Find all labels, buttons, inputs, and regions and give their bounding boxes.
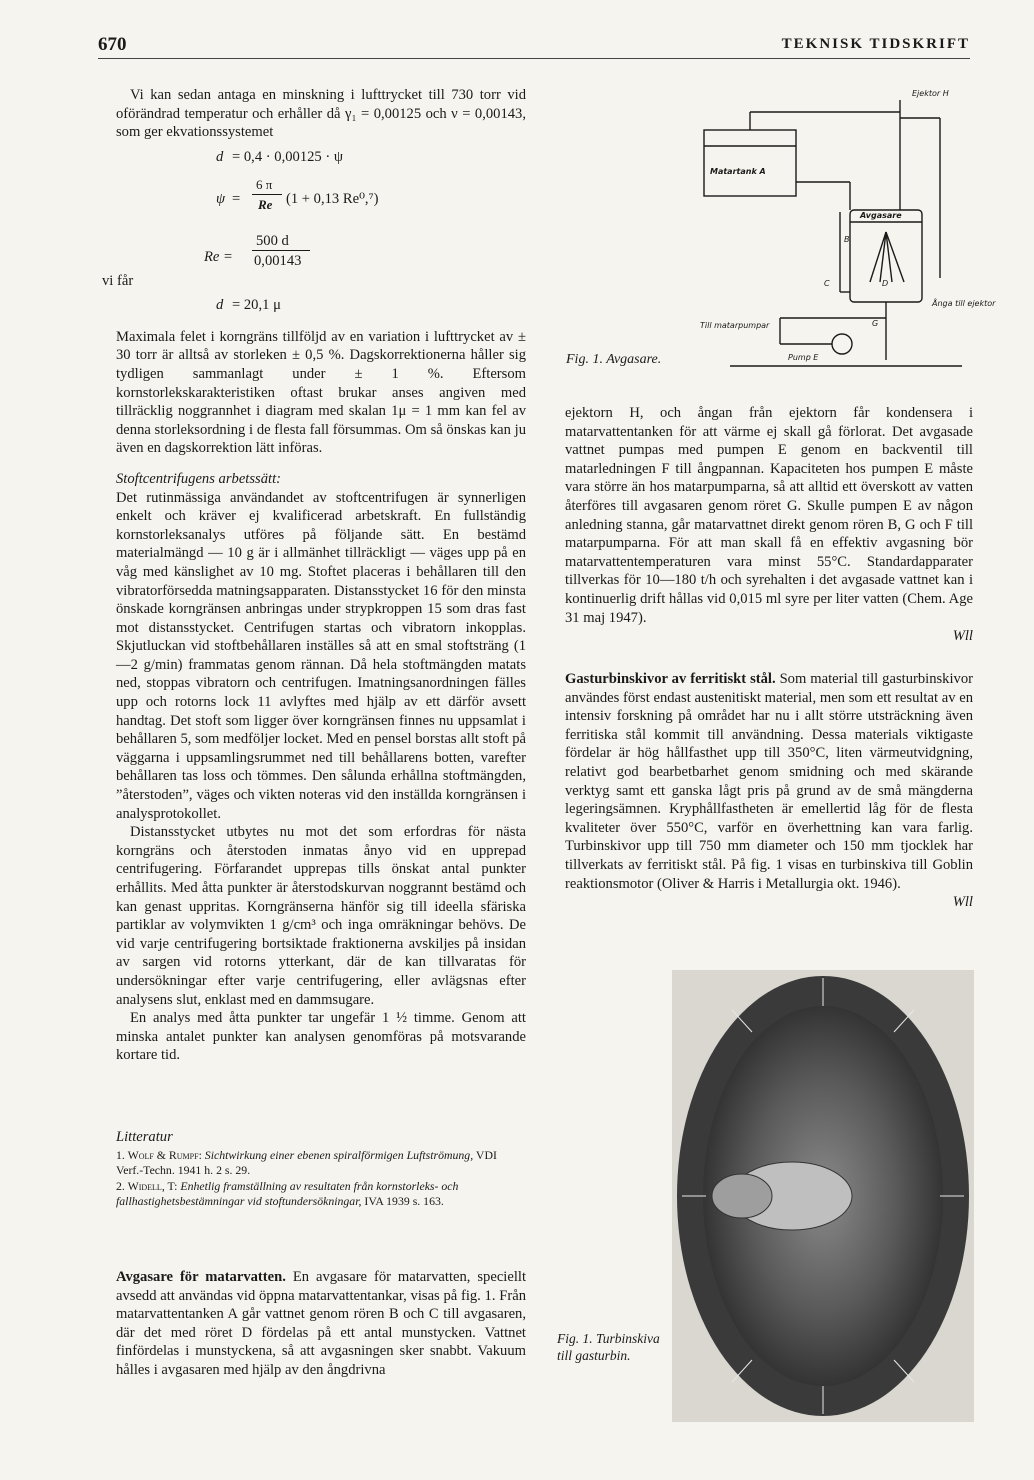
reference-1	[116, 1148, 526, 1179]
eq2-den: Re	[258, 196, 273, 212]
eq1-lhs: d	[216, 148, 224, 165]
label-avgasare: Avgasare	[860, 211, 902, 220]
eq3-den: 0,00143	[254, 252, 302, 269]
label-anga: Ånga till ejektor	[932, 299, 996, 308]
eq2-fraction-bar	[252, 194, 282, 195]
avgasare-vessel	[850, 210, 922, 302]
avgasare-text: En avgasare för matarvatten, speciellt avsedd att användas vid öppna matarvattentankar, visas på fig. 1. Från matarvattentanken A går vattnet genom rören B och C till avgasaren, där det med röret D fördelas på ett antal munstycken. Vattnet finfördelas i munstyckena, så att avgasningen sker snabbt. Vakuum hålles i avgasaren med hjälp av den ångdrivna	[116, 1269, 526, 1378]
ref1-source: VDI Verf.-Techn. 1941 h. 2 s. 29.	[116, 1147, 497, 1177]
signature-1: Wll	[952, 628, 973, 645]
intro-paragraph: Vi kan sedan antaga en minskning i lufttrycket till 730 torr vid oförändrad temperatur och erhåller då γ₁ = 0,00125 och ν = 0,00143, som ger ekvationssystemet	[116, 87, 526, 141]
page-number: 670	[98, 34, 127, 55]
eq4-rhs: = 20,1 μ	[232, 296, 281, 313]
ref1-authors: 1. Wolf & Rumpf:	[116, 1147, 202, 1162]
label-pump: Pump E	[788, 353, 819, 362]
label-b: B	[844, 235, 850, 244]
eq4-lhs: d	[216, 296, 224, 313]
right-column-mid	[565, 670, 973, 912]
paragraph-ejektor: ejektorn H, och ångan från ejektorn får kondensera i matarvattentanken för att värme ej skall gå förlorat. Det avgasade vattnet pumpas med pumpen E genom en backventil till matarledningen F till ångpannan. Kapaciteten hos pumpen E måste vara större än hos matarpumparna, så att alltid ett överskott av vatten återföres till avgasaren genom röret G. Skulle pumpen E av någon anledning stanna, går matarvattnet direkt genom rören B, G och F till matarpumparna. För att man skall få en effektiv avgasning bör matarvattentemperaturen vara minst 55°C. Standardapparater tillverkas för 10—180 t/h och syrehalten i det avgasade vattnet kan i kontinuerlig drift hållas vid 0,015 ml syre per liter vatten (Chem. Age 31 maj 1947).	[565, 405, 973, 626]
gas-text: Som material till gasturbinskivor användes först endast austenitiskt material, men som ett resultat av en intensiv forskning på området har nu i allt större utsträckning även ferritiska stål kommit till användning. Dessa materials viktigaste fördelar är hög hållfasthet upp till 350°C, liten värmeutvidgning, relativt god bearbetbarhet genom smidning och med skärande verktyg samt ett ganska lågt pris på grund av de små mängderna legeringsämnen. Kryphållfastheten är emellertid låg för de flesta kvaliteter över 550°C, varför en överhettning kan vara farlig. Turbinskivor upp till 750 mm diameter och 150 mm tjocklek har tillverkats av ferritiskt stål. På fig. 1 visas en turbinskiva till Goblin reaktionsmotor (Oliver & Harris i Metallurgia okt. 1946).	[565, 671, 973, 892]
tank-shape	[704, 130, 796, 196]
avgasare-article	[116, 1268, 526, 1380]
avgasare-lead: Avgasare för matarvatten.	[116, 1269, 286, 1285]
label-till-matarpumpar: Till matarpumpar	[700, 321, 770, 330]
header-rule	[98, 58, 970, 59]
label-tank: Matartank A	[710, 167, 766, 176]
ref2-authors: 2. Widell, T:	[116, 1178, 178, 1193]
eq2-num: 6 π	[256, 176, 273, 192]
turbine-disc-photo	[672, 970, 974, 1422]
paragraph-rutin: Det rutinmässiga användandet av stoftcentrifugen är synnerligen enkelt och kräver ej kvalificerad arbetskraft. En fullständig kornstorleksanalys utföres på följande sätt. En bestämd materialmängd — 10 g är i allmänhet tillräckligt — väges upp på en våg med känslighet av 10 mg. Stoftet placeras i behållaren till den vibratorförsedda matningsapparaten. Distansstycket 16 för den minsta önskade korngränsen anbringas under strypkroppen 15 som dras fast mot distansstycket. Centrifugen startas och vibratorn inkopplas. Skjutluckan vid stoftbehållaren inställes så att en smal stoftsträng (1—2 g/min) frammatas genom rännan. Då hela stoftmängden matats ned, stoppas vibratorn och centrifugen. Imatningsanordningen fälles upp och rotorns lock 11 avlyftes med hjälp av ett därför avsett handtag. Det stoft som ligger över korngränsen finnes nu uppsamlat i behållaren 5, som medföljer locket. Med en pensel borstas allt stoft på väggarna i uppsamlingsrummet ned till behållarens botten, varefter behållaren tas loss och tömmes. Den sålunda erhållna stoftmängden, ”återstoden”, väges och vikten noteras vid den inställda korngränsen i analysprotokollet.	[116, 489, 526, 822]
label-d: D	[882, 279, 889, 288]
gas-lead: Gasturbinskivor av ferritiskt stål.	[565, 671, 776, 687]
ref1-title: Sichtwirkung einer ebenen spiralförmigen Luftströmung,	[204, 1147, 474, 1162]
eq2-rhs-post: (1 + 0,13 Re⁰,⁷)	[286, 190, 379, 207]
eq1-rhs: = 0,4 · 0,00125 · ψ	[232, 148, 343, 165]
page-header	[98, 34, 970, 56]
eq3-fraction-bar	[252, 250, 310, 251]
pump-circle	[832, 334, 852, 354]
label-c: C	[824, 279, 830, 288]
paragraph-distans: Distansstycket utbytes nu mot det som erfordras för nästa korngräns och återstoden inmatas ånyo vid en upprepad centrifugering. Förfarandet upprepas tills önskat antal punkter erhållits. Med åtta punkter är återstodskurvan noggrannt bestämd och kan genast uppritas. Korngränserna hänför sig till ideella sfäriska partiklar av volymvikten 1 g/cm³ och inga omräkningar behövs. De vid varje centrifugering bortsiktade fraktionerna avskiljes på insidan av sargen vid rotorns ytterkant, där de kan tillvaratas för undersökningar efter varje centrifugering, eller avlägsnas efter analysens slut, enklast med en dammsugare.	[116, 824, 526, 1008]
eq3-num: 500 d	[256, 232, 289, 249]
reference-2	[116, 1179, 526, 1210]
paragraph-analys: En analys med åtta punkter tar ungefär 1 ½ timme. Genom att minska antalet punkter kan analysen genomföras på motsvarande kortare tid.	[116, 1010, 526, 1064]
references-title: Litteratur	[116, 1129, 173, 1145]
left-column	[102, 86, 526, 1065]
vi-far-label: vi får	[102, 272, 134, 289]
figure1-caption: Fig. 1. Avgasare.	[566, 352, 662, 367]
signature-2: Wll	[952, 894, 973, 911]
eq2-eq: =	[232, 190, 241, 207]
ref2-source: IVA 1939 s. 163.	[364, 1194, 444, 1208]
references	[116, 1130, 526, 1210]
eq3-lhs: Re =	[204, 248, 233, 265]
eq2-lhs: ψ	[216, 190, 226, 207]
journal-title: TEKNISK TIDSKRIFT	[781, 36, 970, 52]
ref2-title: Enhetlig framställning av resultaten från kornstorleks- och fallhastighetsbestämningar vid stoftundersökningar,	[116, 1178, 459, 1208]
figure2-caption: Fig. 1. Turbinskiva till gasturbin.	[557, 1331, 660, 1363]
equation-block	[102, 146, 526, 318]
paragraph-maximala: Maximala felet i korngräns tillföljd av en variation i lufttrycket av ± 30 torr är alltså av storleken ± 0,5 %. Dagskorrektionerna håller sig tydligen sammanlagt under ± 1 %. Eftersom kornstorlekskarakteristiken oftast brukar anses angiven med tillräcklig noggrannhet i diagram med skalan 1μ = 1 mm kan fel av denna storleksordning i de flesta fall försummas. Om så önskas kan ju även en dagskorrektion lätt införas.	[116, 328, 526, 457]
label-ejektor: Ejektor H	[912, 89, 949, 98]
deaerator-diagram	[700, 82, 996, 382]
label-g: G	[872, 319, 879, 328]
section-subheading: Stoftcentrifugens arbetssätt:	[116, 470, 281, 487]
right-column-top	[565, 404, 973, 646]
